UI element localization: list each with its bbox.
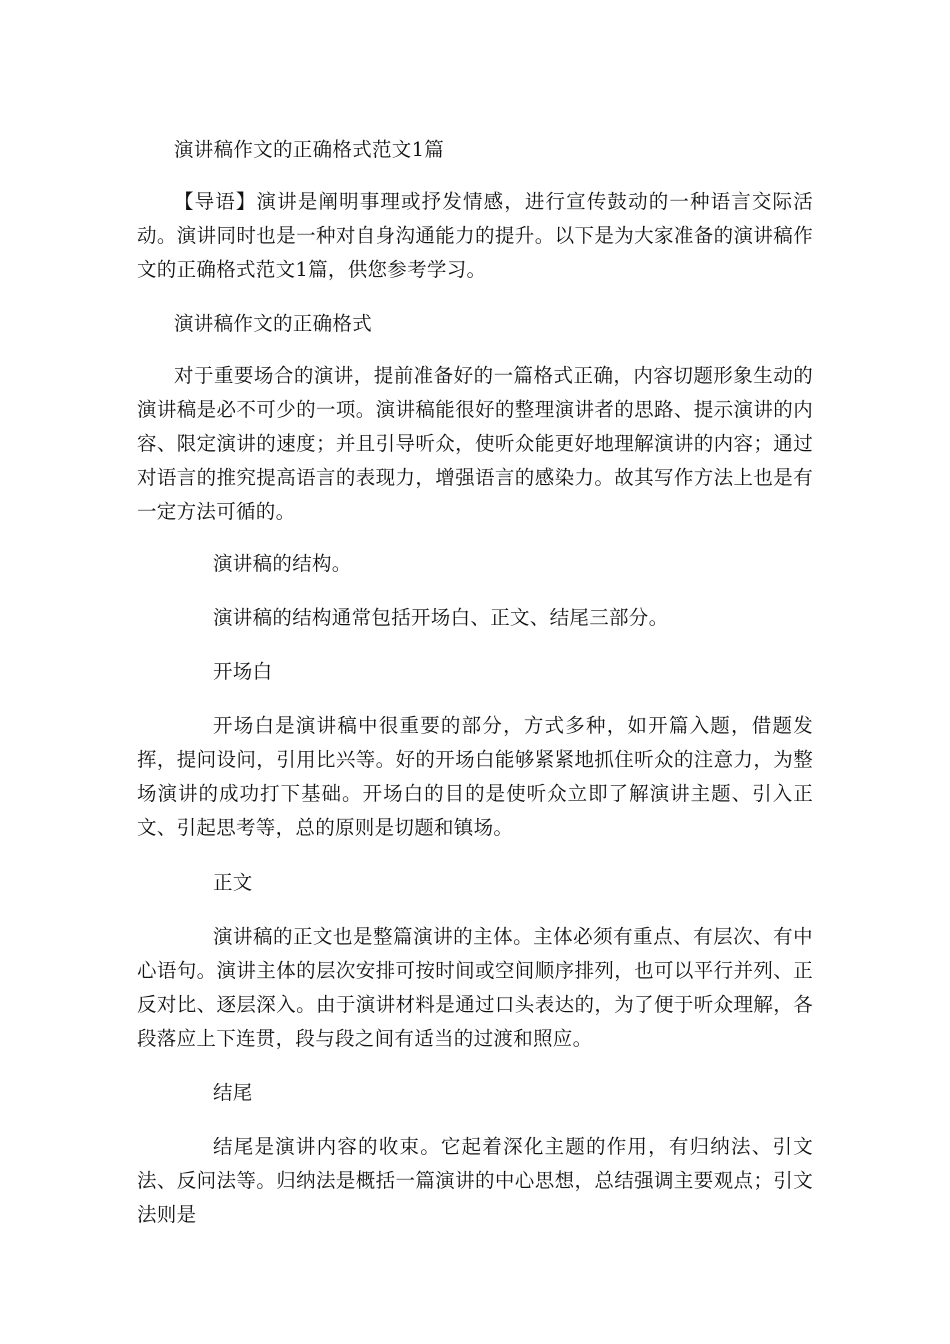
main-body-heading: 正文 [213, 871, 253, 894]
structure-heading: 演讲稿的结构。 [213, 552, 352, 575]
ending-paragraph: 结尾是演讲内容的收束。它起着深化主题的作用，有归纳法、引文法、反问法等。归纳法是概括一篇演讲的中心思想，总结强调主要观点；引文法则是 [137, 1135, 813, 1226]
main-body-paragraph: 演讲稿的正文也是整篇演讲的主体。主体必须有重点、有层次、有中心语句。演讲主体的层次安排可按时间或空间顺序排列，也可以平行并列、正反对比、逐层深入。由于演讲材料是通过口头表达的，为了便于听众理解，各段落应上下连贯，段与段之间有适当的过渡和照应。 [137, 925, 813, 1050]
opening-paragraph: 开场白是演讲稿中很重要的部分，方式多种，如开篇入题，借题发挥，提问设问，引用比兴等。好的开场白能够紧紧地抓住听众的注意力，为整场演讲的成功打下基础。开场白的目的是使听众立即了解演讲主题、引入正文、引起思考等，总的原则是切题和镇场。 [137, 714, 813, 839]
document-title: 演讲稿作文的正确格式范文1篇 [174, 138, 445, 161]
section-heading: 演讲稿作文的正确格式 [174, 312, 373, 335]
opening-heading: 开场白 [213, 660, 273, 683]
structure-text: 演讲稿的结构通常包括开场白、正文、结尾三部分。 [213, 606, 669, 629]
ending-heading: 结尾 [213, 1081, 253, 1104]
intro-paragraph: 【导语】演讲是阐明事理或抒发情感，进行宣传鼓动的一种语言交际活动。演讲同时也是一种对自身沟通能力的提升。以下是为大家准备的演讲稿作文的正确格式范文1篇，供您参考学习。 [137, 190, 813, 281]
body-paragraph: 对于重要场合的演讲，提前准备好的一篇格式正确，内容切题形象生动的演讲稿是必不可少的一项。演讲稿能很好的整理演讲者的思路、提示演讲的内容、限定演讲的速度；并且引导听众，使听众能更好地理解演讲的内容；通过对语言的推究提高语言的表现力，增强语言的感染力。故其写作方法上也是有一定方法可循的。 [137, 364, 813, 523]
